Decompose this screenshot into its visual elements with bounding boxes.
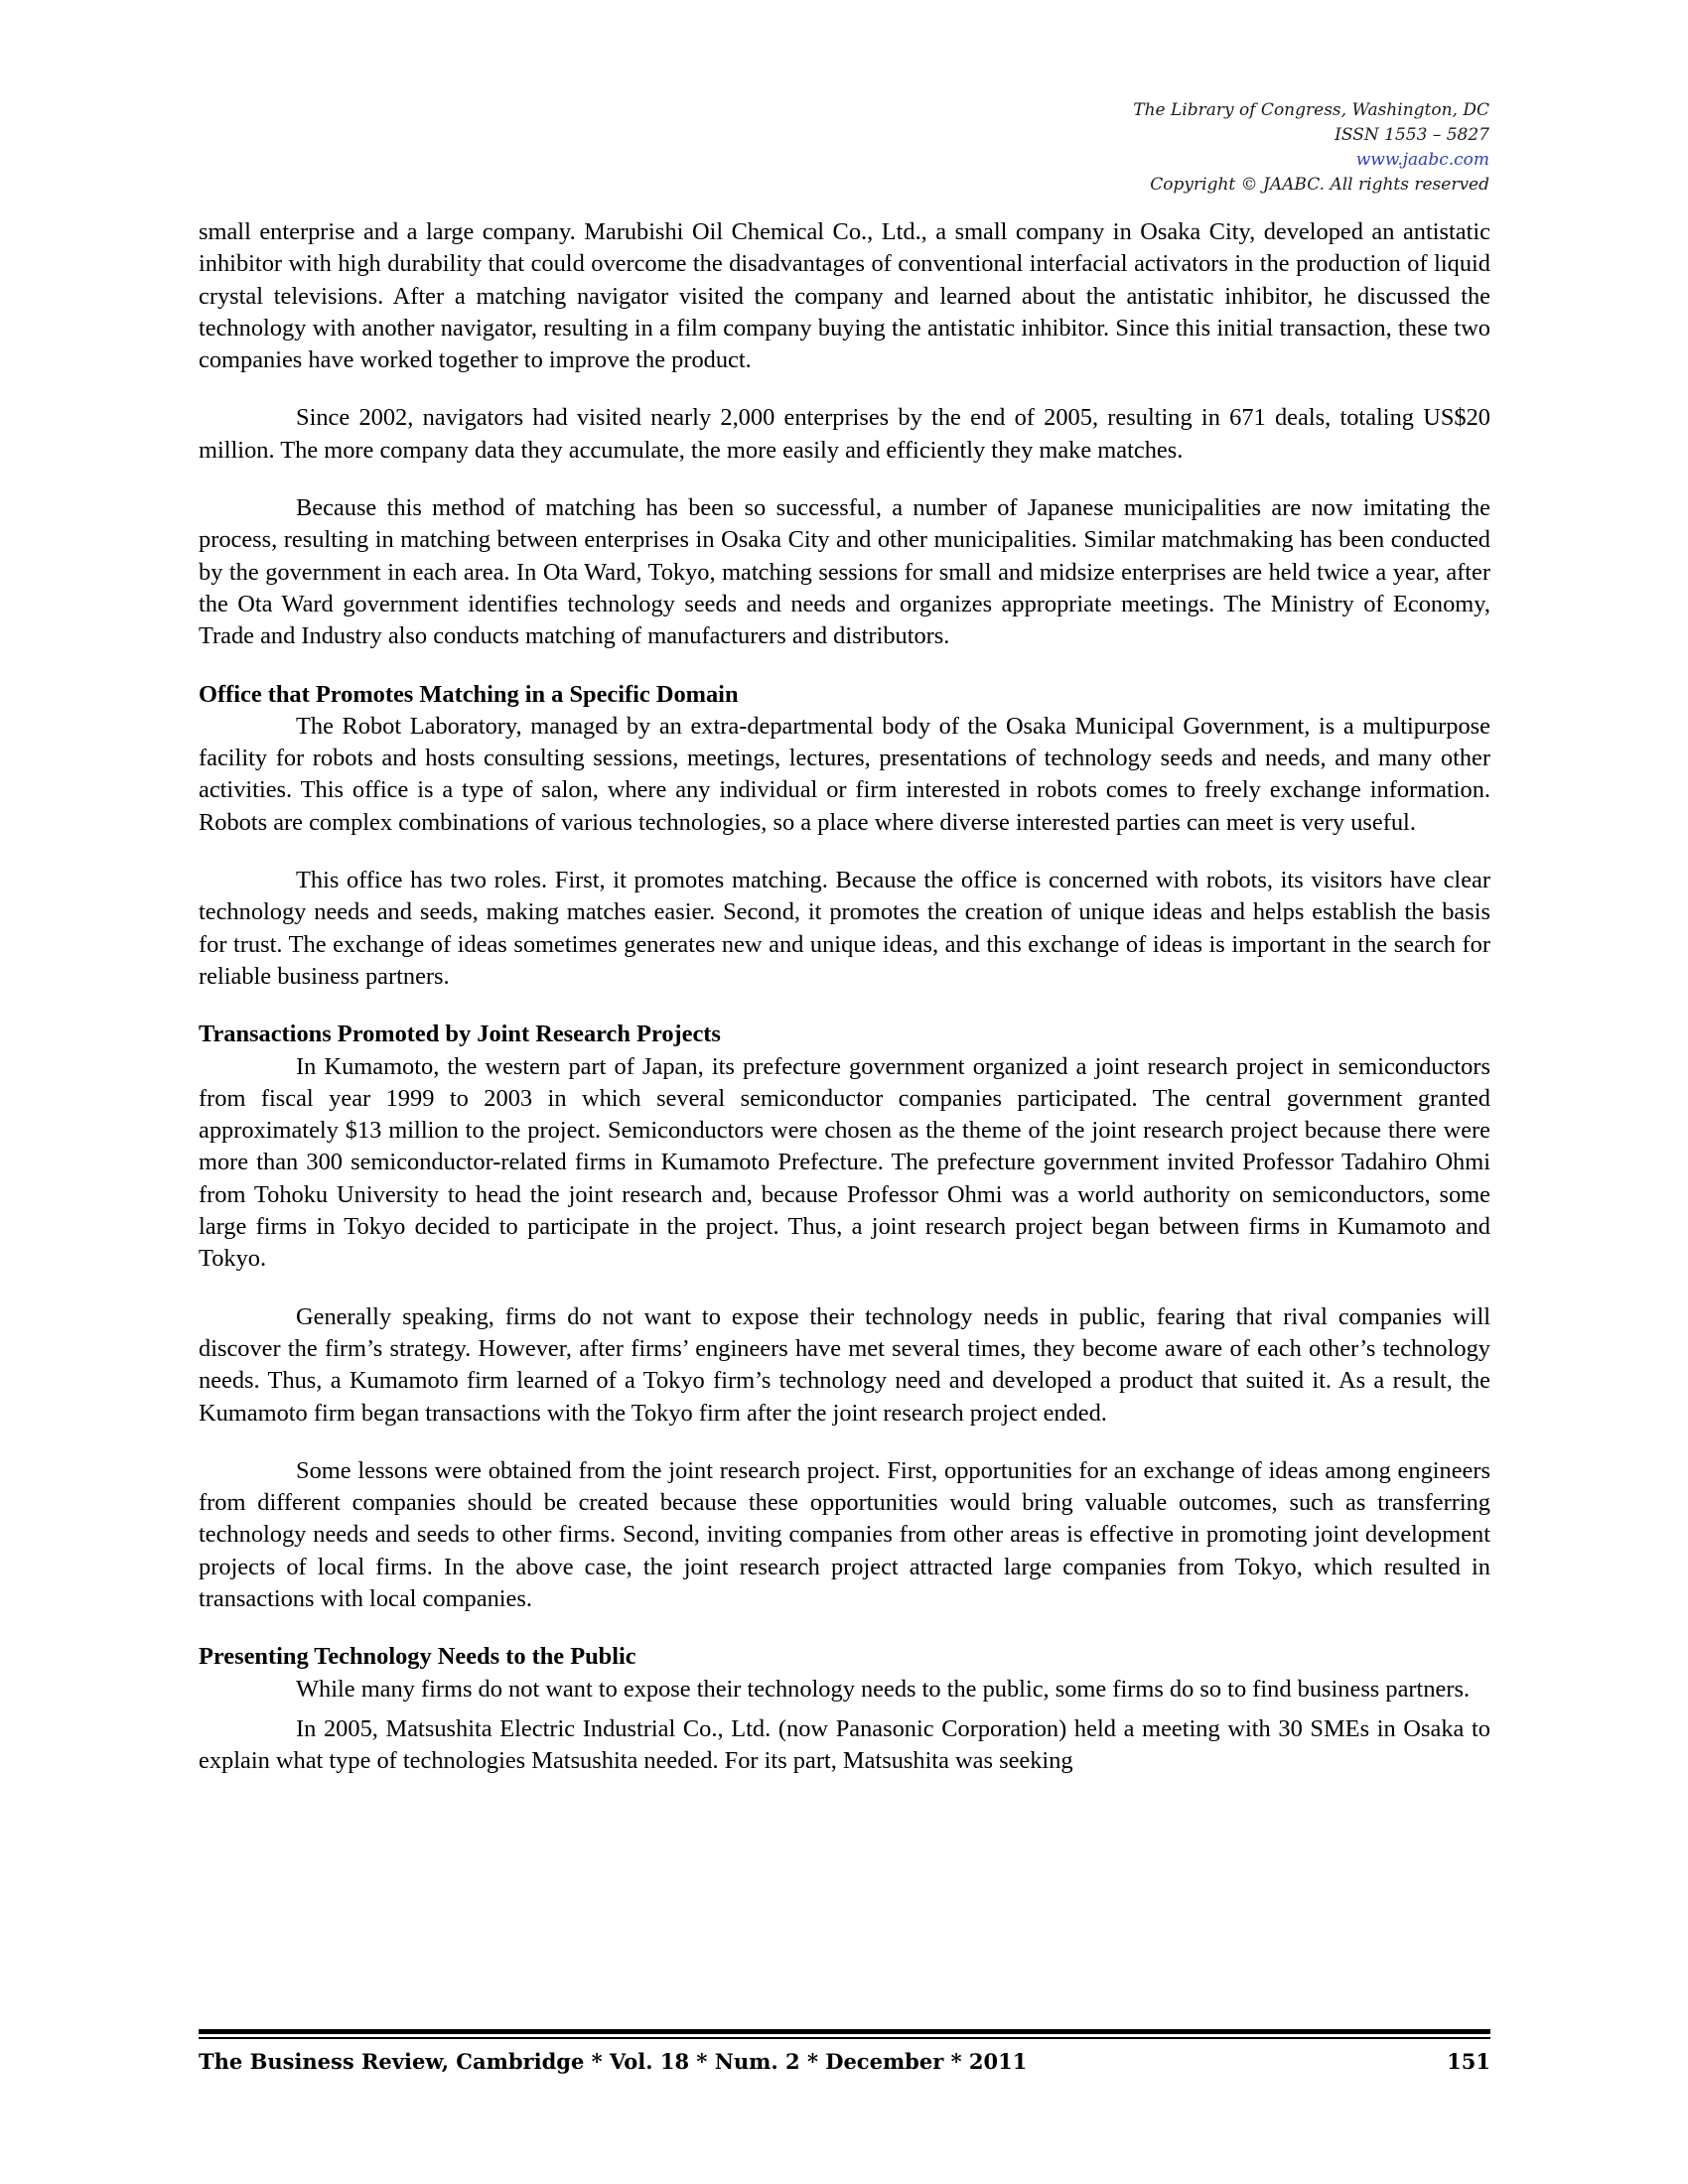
paragraph-matsushita: In 2005, Matsushita Electric Industrial Co., Ltd. (now Panasonic Corporation) held a meeting with 30 SMEs in Osaka to explain what type of technologies Matsushita needed. For its part, Matsushita was seeking bbox=[199, 1714, 1490, 1775]
footer-journal-citation: The Business Review, Cambridge * Vol. 18 * Num. 2 * December * 2011 bbox=[199, 2049, 1028, 2074]
paragraph-office-roles: This office has two roles. First, it promotes matching. Because the office is concerned with robots, its visitors have clear technology needs and seeds, making matches easier. Second, it promotes the creation of unique ideas and helps establish the basis for trust. The exchange of ideas sometimes generates new and unique ideas, and this exchange of ideas is important in the search for reliable business partners. bbox=[199, 867, 1490, 990]
article-body bbox=[199, 216, 1490, 1803]
section-heading-office: Office that Promotes Matching in a Specific Domain bbox=[199, 680, 739, 708]
journal-footer bbox=[199, 2047, 1490, 2077]
header-issn: ISSN 1553 – 5827 bbox=[1335, 125, 1489, 145]
section-heading-presenting-needs: Presenting Technology Needs to the Public bbox=[199, 1643, 636, 1671]
footer-rule-thick bbox=[199, 2029, 1490, 2034]
paragraph-kumamoto: In Kumamoto, the western part of Japan, its prefecture government organized a joint research project in semiconductors from fiscal year 1999 to 2003 in which several semiconductor companies participated. The central government granted approximately $13 million to the project. Semiconductors were chosen as the theme of the joint research project because there were more than 300 semiconductor-related firms in Kumamoto Prefecture. The prefecture government invited Professor Tadahiro Ohmi from Tohoku University to head the joint research and, because Professor Ohmi was a world authority on semiconductors, some large firms in Tokyo decided to participate in the project. Thus, a joint research project began between firms in Kumamoto and Tokyo. bbox=[199, 1052, 1490, 1273]
paragraph-municipalities: Because this method of matching has been so successful, a number of Japanese municipalities are now imitating the process, resulting in matching between enterprises in Osaka City and other municipalities. Similar matchmaking has been conducted by the government in each area. In Ota Ward, Tokyo, matching sessions for small and midsize enterprises are held twice a year, after the Ota Ward government identifies technology seeds and needs and organizes appropriate meetings. The Ministry of Economy, Trade and Industry also conducts matching of manufacturers and distributors. bbox=[199, 494, 1490, 650]
section-heading-joint-research: Transactions Promoted by Joint Research Projects bbox=[199, 1021, 721, 1048]
header-website-link[interactable]: www.jaabc.com bbox=[1355, 150, 1489, 170]
paragraph-technology-needs: Generally speaking, firms do not want to expose their technology needs in public, fearing that rival companies will discover the firm’s strategy. However, after firms’ engineers have met several times, they become aware of each other’s technology needs. Thus, a Kumamoto firm learned of a Tokyo firm’s technology need and developed a product that suited it. As a result, the Kumamoto firm began transactions with the Tokyo firm after the joint research project ended. bbox=[199, 1302, 1490, 1427]
paragraph-navigators: Since 2002, navigators had visited nearly 2,000 enterprises by the end of 2005, resulting in 671 deals, totaling US$20 million. The more company data they accumulate, the more easily and efficiently they make matches. bbox=[199, 404, 1490, 464]
paragraph-robot-laboratory: The Robot Laboratory, managed by an extra-departmental body of the Osaka Municipal Government, is a multipurpose facility for robots and hosts consulting sessions, meetings, lectures, presentations of technology seeds and needs, and many other activities. This office is a type of salon, where any individual or firm interested in robots comes to freely exchange information. Robots are complex combinations of various technologies, so a place where diverse interested parties can meet is very useful. bbox=[199, 712, 1490, 836]
journal-header bbox=[894, 98, 1489, 198]
page-number: 151 bbox=[1447, 2049, 1490, 2074]
paragraph-continuation: small enterprise and a large company. Marubishi Oil Chemical Co., Ltd., a small company in Osaka City, developed an antistatic inhibitor with high durability that could overcome the disadvantages of conventional interfacial activators in the production of liquid crystal televisions. After a matching navigator visited the company and learned about the antistatic inhibitor, he discussed the technology with another navigator, resulting in a film company buying the antistatic inhibitor. Since this initial transaction, these two companies have worked together to improve the product. bbox=[199, 218, 1490, 374]
header-copyright: Copyright © JAABC. All rights reserved bbox=[1150, 175, 1489, 195]
header-library: The Library of Congress, Washington, DC bbox=[1133, 100, 1489, 120]
paragraph-lessons: Some lessons were obtained from the joint research project. First, opportunities for an exchange of ideas among engineers from different companies should be created because these opportunities would bring valuable outcomes, such as transferring technology needs and seeds to other firms. Second, inviting companies from other areas is effective in promoting joint development projects of local firms. In the above case, the joint research project attracted large companies from Tokyo, which resulted in transactions with local companies. bbox=[199, 1456, 1490, 1612]
footer-rule-thin bbox=[199, 2037, 1490, 2039]
paragraph-expose-needs: While many firms do not want to expose their technology needs to the public, some firms do so to find business partners. bbox=[296, 1675, 1471, 1703]
